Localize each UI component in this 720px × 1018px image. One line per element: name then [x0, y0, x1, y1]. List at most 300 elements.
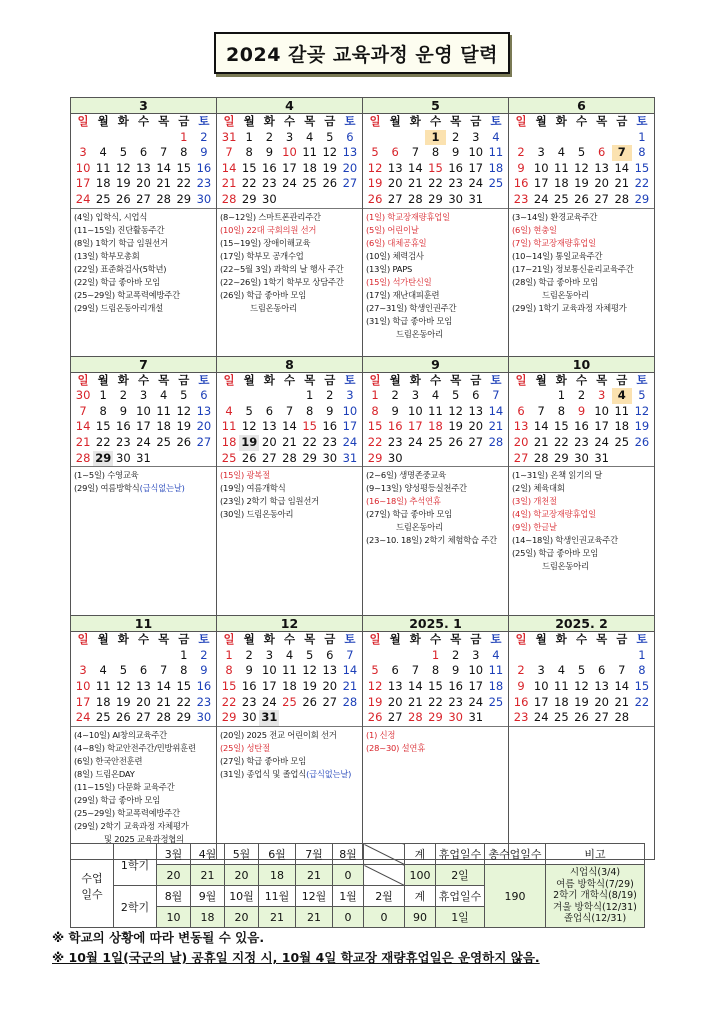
weekday-label: 금	[470, 632, 482, 647]
calendar-day	[531, 130, 551, 146]
empty-cell	[364, 865, 405, 886]
calendar-day: 3	[285, 129, 294, 144]
event-item: (23~10. 18일) 2학기 체험학습 주간	[366, 535, 497, 546]
calendar-day: 5	[371, 663, 379, 678]
calendar-day	[405, 130, 425, 146]
event-item: (17~21일) 정보통신윤리교육주간	[512, 263, 634, 274]
calendar-day: 29	[367, 450, 383, 465]
calendar-day: 17	[533, 176, 549, 191]
calendar-day: 8	[225, 663, 233, 678]
calendar-day: 17	[75, 694, 91, 709]
calendar-day: 28	[488, 434, 504, 449]
month-block	[363, 616, 509, 860]
calendar-day: 12	[322, 145, 338, 160]
month-day-grid	[217, 632, 362, 726]
weekday-label: 금	[470, 372, 482, 387]
calendar-day: 10	[136, 403, 151, 418]
calendar-day: 28	[342, 694, 358, 709]
calendar-day: 19	[574, 694, 589, 709]
weekday-label: 화	[263, 372, 275, 387]
calendar-day: 21	[614, 694, 630, 709]
calendar-day: 18	[95, 176, 111, 191]
calendar-day: 29	[554, 450, 569, 465]
calendar-day	[612, 648, 632, 664]
calendar-day: 7	[159, 663, 168, 678]
calendar-day: 20	[196, 419, 212, 434]
sem2-month: 8월	[157, 886, 191, 907]
calendar-day: 14	[75, 419, 91, 434]
event-item: (2일) 체육대회	[512, 483, 565, 494]
calendar-day: 6	[265, 403, 274, 418]
sem2-holiday: 1일	[436, 907, 485, 928]
calendar-day	[571, 130, 591, 146]
calendar-day: 17	[75, 176, 91, 191]
calendar-day: 15	[176, 160, 192, 175]
month-day-grid	[509, 114, 654, 208]
weekday-label: 목	[304, 372, 316, 387]
calendar-day: 20	[136, 694, 151, 709]
event-item: (25~29일) 학교폭력예방주간	[74, 289, 180, 300]
calendar-day: 8	[638, 663, 646, 678]
weekday-label: 화	[263, 632, 275, 647]
calendar-day: 2	[451, 129, 460, 144]
calendar-day: 5	[577, 663, 586, 678]
calendar-day	[486, 192, 506, 208]
sem2-days: 21	[296, 907, 333, 928]
calendar-day: 12	[116, 678, 131, 693]
calendar-day: 4	[305, 129, 314, 144]
calendar-day: 1	[371, 388, 379, 403]
remark: 시업식(3/4)	[569, 867, 621, 879]
weekday-label: 일	[369, 114, 381, 128]
calendar-day: 17	[282, 160, 297, 175]
calendar-day: 8	[305, 403, 314, 418]
month-events	[71, 466, 216, 615]
month-day-grid	[71, 632, 216, 726]
calendar-day: 13	[513, 419, 529, 434]
sem1-days: 20	[225, 865, 259, 886]
event-item: 드림온동아리	[542, 561, 589, 572]
calendar-day: 26	[241, 450, 257, 465]
calendar-day: 21	[342, 678, 358, 693]
calendar-day: 8	[431, 663, 440, 678]
weekday-label: 토	[636, 114, 648, 128]
sem2-days: 0	[333, 907, 364, 928]
calendar-day: 12	[574, 678, 589, 693]
sem1-month: 6월	[259, 844, 296, 865]
calendar-day: 10	[75, 160, 91, 175]
calendar-day	[154, 130, 174, 146]
weekday-label: 금	[178, 632, 190, 647]
calendar-day: 7	[159, 145, 168, 160]
calendar-day: 11	[221, 419, 237, 434]
weekday-label: 일	[515, 114, 527, 128]
calendar-day: 29	[302, 450, 317, 465]
calendar-day: 13	[322, 663, 338, 678]
calendar-day: 13	[468, 403, 484, 418]
calendar-day: 16	[196, 678, 212, 693]
calendar-day: 4	[285, 647, 294, 662]
calendar-day: 12	[448, 403, 463, 418]
calendar-day: 31	[259, 710, 279, 726]
calendar-day: 16	[387, 419, 403, 434]
calendar-day: 13	[136, 160, 151, 175]
event-item: (22~5월 3일) 과학의 날 행사 주간	[220, 263, 344, 274]
calendar-day: 9	[200, 663, 208, 678]
calendar-day: 11	[156, 403, 171, 418]
month-day-grid	[509, 373, 654, 467]
calendar-day: 31	[468, 191, 484, 206]
calendar-day: 21	[221, 176, 237, 191]
calendar-day: 10	[468, 663, 484, 678]
calendar-day: 5	[119, 663, 128, 678]
calendar-day: 22	[176, 694, 192, 709]
calendar-day	[194, 451, 214, 467]
weekday-label: 월	[243, 632, 255, 647]
calendar-day: 21	[408, 176, 423, 191]
calendar-day: 1	[99, 388, 107, 403]
calendar-day: 4	[492, 129, 500, 144]
event-item: (1일) 학교장재량휴업일	[366, 211, 450, 222]
event-item: (1~31일) 온책 읽기의 달	[512, 470, 603, 481]
calendar-day: 13	[342, 145, 358, 160]
weekday-label: 수	[575, 114, 588, 128]
event-item: 및 2025 교육과정협의	[104, 833, 184, 844]
calendar-day: 6	[391, 145, 399, 160]
month-header: 5	[363, 98, 508, 114]
total-days-label: 총수업일수	[485, 844, 546, 865]
calendar-day: 12	[302, 663, 317, 678]
calendar-day: 11	[428, 403, 443, 418]
calendar-day: 20	[387, 176, 403, 191]
event-item: (4~10일) AI창의교육주간	[74, 729, 167, 740]
calendar-day: 18	[428, 419, 443, 434]
weekday-label: 목	[304, 114, 316, 128]
calendar-day: 11	[282, 663, 297, 678]
calendar-day: 19	[322, 160, 338, 175]
event-item: (5일) 어린이날	[366, 224, 419, 235]
calendar-day: 6	[391, 663, 399, 678]
calendar-day: 4	[99, 663, 107, 678]
calendar-day: 11	[554, 678, 569, 693]
event-item: (6일) 대체공휴일	[366, 237, 427, 248]
calendar-day: 27	[387, 710, 403, 725]
calendar-day: 10	[468, 145, 484, 160]
weekday-label: 토	[490, 114, 502, 128]
calendar-day: 15	[241, 160, 257, 175]
event-item: (26일) 학급 좋아바 모임	[220, 289, 307, 300]
calendar-day: 30	[387, 450, 403, 465]
calendar-day: 14	[614, 678, 630, 693]
weekday-label: 금	[616, 372, 628, 387]
weekday-label: 토	[198, 632, 210, 647]
sem1-days: 21	[296, 865, 333, 886]
calendar-day: 9	[119, 403, 128, 418]
calendar-day: 13	[262, 419, 277, 434]
weekday-label: 일	[77, 372, 89, 387]
calendar-day: 11	[302, 145, 317, 160]
month-header: 2025. 1	[363, 616, 508, 632]
calendar-day: 13	[136, 678, 151, 693]
event-item: (20일) 2025 전교 어린이회 선거	[220, 729, 337, 740]
calendar-day: 24	[468, 176, 484, 191]
calendar-day	[592, 648, 612, 664]
calendar-day	[73, 130, 93, 146]
calendar-day: 30	[448, 191, 463, 206]
weekday-label: 목	[596, 114, 608, 128]
event-item: (10~14일) 통일교육주간	[512, 250, 603, 261]
calendar-day: 3	[79, 145, 87, 160]
calendar-day: 15	[221, 678, 237, 693]
event-item: (3~14일) 환경교육주간	[512, 211, 598, 222]
calendar-day: 19	[302, 678, 317, 693]
calendar-day: 26	[176, 434, 192, 449]
calendar-day: 2	[200, 129, 208, 144]
calendar-day	[219, 388, 239, 404]
remark: 여름 방학식(7/29)	[556, 878, 634, 890]
calendar-day: 31	[221, 129, 237, 144]
weekday-label: 수	[137, 632, 150, 647]
month-block	[363, 98, 509, 357]
calendar-day: 10	[262, 663, 277, 678]
calendar-day: 1	[431, 647, 440, 662]
event-item: (27일) 학급 좋아바 모임	[366, 509, 453, 520]
calendar-day: 2	[451, 647, 460, 662]
calendar-day	[632, 451, 652, 467]
calendar-day: 19	[634, 419, 650, 434]
calendar-day	[486, 710, 506, 726]
weekday-label: 금	[178, 372, 190, 387]
calendar-day: 14	[614, 160, 630, 175]
calendar-day	[425, 451, 445, 467]
calendar-day: 11	[488, 145, 504, 160]
calendar-day: 24	[533, 191, 549, 206]
month-block	[509, 98, 655, 357]
calendar-day: 22	[241, 176, 257, 191]
weekday-label: 토	[490, 372, 502, 387]
calendar-day: 5	[638, 388, 646, 403]
calendar-day: 17	[408, 419, 423, 434]
weekday-label: 화	[117, 632, 129, 647]
event-item: (10일) 체력검사	[366, 250, 424, 261]
calendar-day: 21	[156, 176, 171, 191]
weekday-label: 일	[515, 632, 527, 647]
calendar-day: 24	[262, 694, 277, 709]
sem2-days: 0	[364, 907, 405, 928]
calendar-day: 11	[95, 160, 111, 175]
calendar-day: 12	[574, 160, 589, 175]
calendar-day	[405, 451, 425, 467]
calendar-day: 3	[411, 388, 420, 403]
calendar-day: 11	[95, 678, 111, 693]
month-header: 4	[217, 98, 362, 114]
calendar-day: 9	[517, 160, 525, 175]
month-events	[217, 466, 362, 615]
calendar-day: 12	[367, 160, 383, 175]
weekday-label: 토	[636, 632, 648, 647]
weekday-label: 일	[223, 632, 235, 647]
event-item: (4일) 입학식, 시업식	[74, 211, 148, 222]
calendar-day: 25	[302, 176, 317, 191]
weekday-label: 목	[158, 114, 170, 128]
weekday-label: 수	[137, 114, 150, 128]
month-day-grid	[217, 114, 362, 208]
calendar-day: 23	[387, 434, 403, 449]
calendar-day: 23	[116, 434, 131, 449]
month-block	[217, 98, 363, 357]
calendar-day: 1	[180, 129, 188, 144]
month-header: 8	[217, 357, 362, 373]
calendar-day: 4	[225, 403, 233, 418]
calendar-day: 24	[75, 191, 91, 206]
weekday-label: 화	[409, 632, 421, 647]
calendar-day	[279, 710, 299, 726]
calendar-day: 21	[156, 694, 171, 709]
event-item: (22~26일) 1학기 학부모 상담주간	[220, 276, 344, 287]
sem2-label: 2학기	[114, 886, 157, 928]
weekday-label: 화	[555, 632, 567, 647]
calendar-day: 7	[411, 145, 420, 160]
sem1-month: 5월	[225, 844, 259, 865]
event-item: (27일) 학급 좋아바 모임	[220, 755, 307, 766]
calendar-day: 7	[346, 647, 354, 662]
calendar-day: 18	[282, 678, 297, 693]
event-item: (31일) 종업식 및 졸업식(급식없는날)	[220, 768, 352, 779]
calendar-day: 9	[391, 403, 399, 418]
calendar-day: 16	[513, 694, 529, 709]
calendar-day: 3	[537, 145, 545, 160]
month-events	[363, 466, 508, 615]
summary-row-label	[71, 844, 114, 928]
event-item: (17일) 학부모 공개수업	[220, 250, 304, 261]
calendar-day: 28	[221, 191, 237, 206]
calendar-day: 4	[612, 388, 632, 404]
event-item: (31일) 학급 좋아바 모임	[366, 315, 453, 326]
month-day-grid	[363, 632, 508, 726]
calendar-day: 26	[322, 176, 338, 191]
month-block	[509, 616, 655, 860]
calendar-day	[632, 710, 652, 726]
calendar-day: 30	[448, 710, 463, 725]
calendar-day: 17	[136, 419, 151, 434]
calendar-day: 20	[513, 434, 529, 449]
calendar-day: 25	[282, 694, 297, 709]
event-item: (1~5일) 수영교육	[74, 470, 139, 481]
calendar-day	[320, 710, 340, 726]
calendar-day: 5	[305, 647, 314, 662]
month-events	[217, 208, 362, 356]
weekday-label: 수	[429, 632, 442, 647]
calendar-day: 24	[342, 434, 358, 449]
calendar-day: 2	[326, 388, 334, 403]
event-note: (급식없는날)	[139, 483, 185, 494]
calendar-day: 27	[262, 450, 277, 465]
calendar-day: 14	[221, 160, 237, 175]
calendar-day: 27	[196, 434, 212, 449]
weekday-label: 목	[450, 372, 462, 387]
calendar-day: 16	[574, 419, 589, 434]
month-block	[217, 356, 363, 616]
calendar-day: 10	[594, 403, 609, 418]
month-block	[363, 356, 509, 616]
calendar-day: 14	[408, 678, 423, 693]
calendar-day: 25	[554, 191, 569, 206]
calendar-day: 24	[282, 176, 297, 191]
calendar-day: 21	[533, 434, 549, 449]
calendar-day: 28	[614, 191, 630, 206]
calendar-day: 30	[116, 450, 131, 465]
calendar-day: 5	[451, 388, 460, 403]
event-item: (29일) 1학기 교육과정 자체평가	[512, 302, 627, 313]
event-item: (28~30) 설연휴	[366, 742, 426, 753]
calendar-day: 26	[367, 191, 383, 206]
calendar-day: 27	[322, 694, 338, 709]
calendar-day: 10	[75, 678, 91, 693]
calendar-day: 8	[245, 145, 253, 160]
sem1-days: 20	[157, 865, 191, 886]
calendar-day: 17	[468, 160, 484, 175]
weekday-label: 수	[429, 372, 442, 387]
calendar-day: 26	[367, 710, 383, 725]
calendar-day: 2	[200, 647, 208, 662]
calendar-day: 23	[448, 176, 463, 191]
calendar-day: 10	[342, 403, 358, 418]
weekday-label: 일	[369, 632, 381, 647]
weekday-label: 수	[575, 372, 588, 387]
calendar-day	[340, 710, 360, 726]
calendar-day	[154, 648, 174, 664]
calendar-day: 12	[176, 403, 192, 418]
calendar-day: 18	[95, 694, 111, 709]
calendar-day: 6	[139, 663, 148, 678]
calendar-day: 3	[597, 388, 606, 403]
calendar-day	[612, 130, 632, 146]
weekday-label: 월	[243, 114, 255, 128]
month-header: 2025. 2	[509, 616, 654, 632]
event-item: (25~29일) 학교폭력예방주간	[74, 807, 180, 818]
calendar-day: 2	[391, 388, 399, 403]
calendar-day: 25	[488, 176, 504, 191]
calendar-day: 24	[533, 710, 549, 725]
calendar-day: 1	[557, 388, 566, 403]
calendar-day: 2	[245, 647, 253, 662]
calendar-day: 20	[322, 678, 338, 693]
calendar-day: 4	[557, 663, 566, 678]
calendar-day: 12	[367, 678, 383, 693]
month-events	[71, 208, 216, 356]
event-item: (7일) 학교장재량휴업일	[512, 237, 596, 248]
calendar-table	[70, 97, 655, 860]
total-days: 190	[485, 865, 546, 928]
month-events	[509, 726, 654, 859]
calendar-day: 14	[488, 403, 504, 418]
month-day-grid	[363, 114, 508, 208]
month-events	[509, 208, 654, 356]
calendar-day: 14	[282, 419, 297, 434]
calendar-day: 18	[554, 176, 569, 191]
calendar-day: 1	[425, 130, 445, 146]
calendar-day: 14	[156, 678, 171, 693]
month-day-grid	[217, 373, 362, 467]
calendar-day	[93, 648, 113, 664]
calendar-day: 20	[468, 419, 484, 434]
month-day-grid	[509, 632, 654, 726]
calendar-day: 15	[554, 419, 569, 434]
weekday-label: 목	[158, 372, 170, 387]
calendar-day: 7	[612, 145, 632, 161]
empty-cell	[364, 844, 405, 865]
weekday-label: 금	[324, 114, 336, 128]
